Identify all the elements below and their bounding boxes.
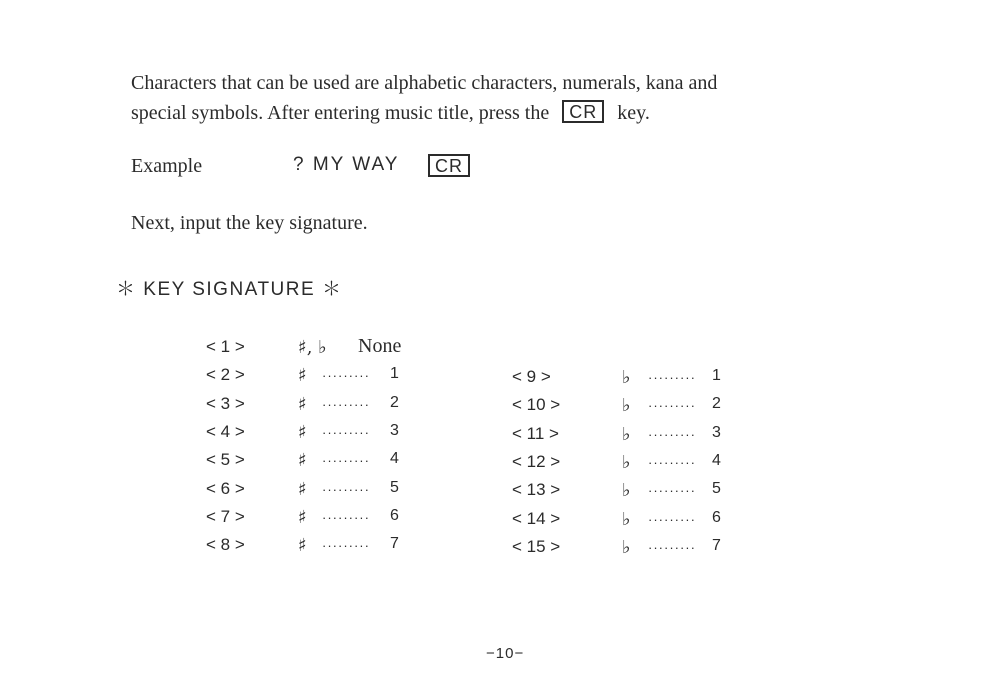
accidental-count: 2: [390, 393, 399, 411]
flat-symbol: ♭: [622, 536, 631, 558]
intro-line-2-text: special symbols. After entering music title, press the: [131, 102, 550, 124]
sharp-signature-row: [206, 535, 506, 563]
sharp-signature-row: [206, 422, 506, 450]
flat-signature-row: [512, 395, 812, 423]
example-input-text: ? MY WAY: [293, 154, 400, 175]
sharp-symbol: ♯: [298, 393, 307, 415]
signature-number: < 10 >: [512, 395, 561, 415]
sharp-signature-row: [206, 507, 506, 535]
signature-number: < 4 >: [206, 421, 245, 441]
leader-dots: ·········: [322, 538, 370, 554]
accidental-count: 6: [390, 506, 399, 524]
accidental-count: 1: [390, 365, 399, 383]
cr-key-box: CR: [428, 154, 470, 177]
accidental-count: 3: [390, 421, 399, 439]
signature-note: None: [358, 335, 402, 357]
flat-symbol: ♭: [622, 423, 631, 445]
flat-symbol: ♭: [622, 451, 631, 473]
leader-dots: ·········: [648, 511, 696, 527]
accidental-count: 4: [390, 450, 399, 468]
leader-dots: ·········: [648, 454, 696, 470]
signature-number: < 1 >: [206, 337, 245, 356]
leader-dots: ·········: [648, 398, 696, 414]
sharp-signature-row: [206, 365, 506, 393]
sharp-symbol: ♯: [298, 421, 307, 443]
example-cr-key: [428, 154, 470, 178]
flat-symbol: ♭: [622, 367, 631, 388]
flat-symbol: ♭: [622, 480, 631, 502]
sharp-symbol: ♯, ♭: [298, 337, 327, 358]
intro-line-2-end: key.: [617, 102, 650, 124]
sharp-signature-row: [206, 337, 506, 365]
leader-dots: ·········: [322, 368, 370, 384]
page-number: −10−: [486, 645, 525, 662]
sharp-symbol: ♯: [298, 478, 307, 500]
leader-dots: ·········: [322, 396, 370, 412]
accidental-count: 3: [712, 423, 721, 441]
flat-signature-row: [512, 509, 812, 537]
accidental-count: 7: [712, 536, 721, 554]
leader-dots: ·········: [648, 483, 696, 499]
flat-signature-row: [512, 424, 812, 452]
flat-symbol: ♭: [622, 395, 631, 417]
flat-signature-row: [512, 452, 812, 480]
signature-number: < 2 >: [206, 365, 245, 385]
accidental-count: 4: [712, 451, 721, 469]
accidental-count: 6: [712, 508, 721, 526]
signature-number: < 9 >: [512, 367, 551, 386]
signature-number: < 11 >: [512, 423, 559, 443]
signature-number: < 3 >: [206, 393, 245, 413]
signature-number: < 5 >: [206, 450, 245, 470]
signature-number: < 14 >: [512, 508, 561, 528]
sharp-signature-row: [206, 479, 506, 507]
leader-dots: ·········: [322, 481, 370, 497]
accidental-count: 5: [712, 480, 721, 498]
signature-number: < 15 >: [512, 536, 561, 556]
leader-dots: ·········: [648, 539, 696, 555]
flat-signature-row: [512, 480, 812, 508]
signature-number: < 13 >: [512, 480, 561, 500]
accidental-count: 5: [390, 478, 399, 496]
example-label: Example: [131, 155, 203, 177]
signature-number: < 12 >: [512, 451, 561, 471]
leader-dots: ·········: [648, 426, 696, 442]
intro-line-2: [131, 100, 650, 125]
accidental-count: 2: [712, 395, 721, 413]
leader-dots: ·········: [322, 509, 370, 525]
sharp-signature-row: [206, 394, 506, 422]
accidental-count: 1: [712, 367, 721, 384]
cr-key-box: CR: [562, 100, 604, 123]
accidental-count: 7: [390, 535, 399, 553]
sharp-symbol: ♯: [298, 365, 307, 387]
signature-number: < 8 >: [206, 535, 245, 555]
signature-number: < 7 >: [206, 506, 245, 526]
flat-signature-row: [512, 367, 812, 395]
flat-signature-row: [512, 537, 812, 565]
sharp-signature-row: [206, 450, 506, 478]
intro-line-1: Characters that can be used are alphabetic characters, numerals, kana and: [131, 72, 718, 94]
sharp-symbol: ♯: [298, 450, 307, 472]
signature-number: < 6 >: [206, 478, 245, 498]
section-heading: ＊ KEY SIGNATURE ＊: [116, 279, 343, 300]
sharp-symbol: ♯: [298, 535, 307, 557]
leader-dots: ·········: [322, 453, 370, 469]
leader-dots: ·········: [322, 424, 370, 440]
leader-dots: ·········: [648, 370, 696, 385]
sharp-symbol: ♯: [298, 506, 307, 528]
flat-symbol: ♭: [622, 508, 631, 530]
next-instruction: Next, input the key signature.: [131, 212, 368, 234]
